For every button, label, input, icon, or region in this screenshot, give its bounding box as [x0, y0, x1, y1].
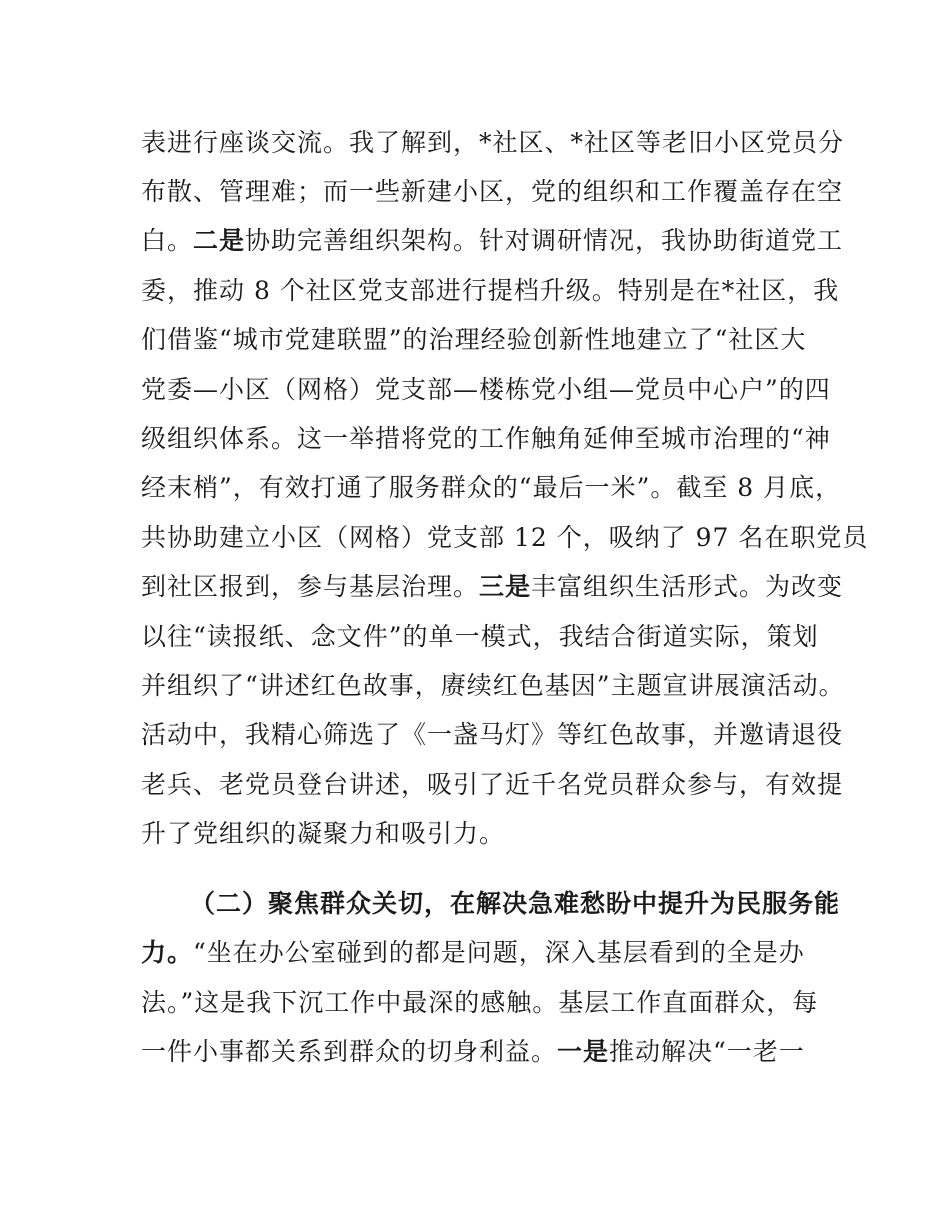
section-heading: （二）聚焦群众关切，在解决急难愁盼中提升为民服务能: [190, 889, 841, 918]
text-run: “坐在办公室碰到的都是问题，深入基层看到的全是办: [193, 938, 805, 967]
text-run: 推动解决“一老一: [609, 1037, 805, 1066]
text-run: 级组织体系。这一举措将党的工作触角延伸至城市治理的“神: [141, 424, 831, 453]
paragraph-line: [141, 933, 805, 973]
paragraph-line: [141, 1032, 805, 1072]
text-run: 布散、管理难；而一些新建小区，党的组织和工作覆盖存在空: [141, 177, 844, 206]
paragraph-line: [141, 320, 806, 360]
paragraph-line: [141, 715, 843, 755]
paragraph-line: [141, 370, 831, 410]
text-run: 到社区报到，参与基层治理。: [141, 572, 480, 601]
paragraph-line: [141, 983, 818, 1023]
bold-heading-run: 一是: [557, 1037, 610, 1066]
text-run: 法。”这是我下沉工作中最深的感触。基层工作直面群众，每: [141, 988, 819, 1017]
text-run: 经末梢”，有效打通了服务群众的“最后一米”。截至 8 月底，: [141, 473, 842, 502]
text-run: 一件小事都关系到群众的切身利益。: [141, 1037, 558, 1066]
text-run: 老兵、老党员登台讲述，吸引了近千名党员群众参与，有效提: [141, 770, 844, 799]
text-run: 们借鉴“城市党建联盟”的治理经验创新性地建立了“社区大: [141, 325, 807, 354]
text-run: 协助完善组织架构。针对调研情况，我协助街道党工: [245, 226, 844, 255]
text-run: 并组织了“讲述红色故事，赓续红色基因”主题宣讲展演活动。: [141, 671, 845, 700]
text-run: 委，推动 8 个社区党支部进行提档升级。特别是在*社区，我: [141, 276, 840, 305]
section-heading-line: [190, 884, 840, 924]
paragraph-line: [141, 765, 843, 805]
text-run: 白。: [141, 226, 194, 255]
paragraph-line: [141, 172, 843, 212]
text-run: 升了党组织的凝聚力和吸引力。: [141, 819, 506, 848]
text-run: 共协助建立小区（网格）党支部 12 个，吸纳了 97 名在职党员: [141, 523, 869, 552]
paragraph-line: [141, 567, 843, 607]
paragraph-line: [141, 221, 843, 261]
text-run: 党委—小区（网格）党支部—楼栋党小组—党员中心户”的四: [141, 375, 831, 404]
paragraph-line: [141, 123, 844, 163]
paragraph-line: [141, 617, 819, 657]
section-heading-tail: 力。: [141, 938, 194, 967]
paragraph-line: [141, 518, 868, 558]
paragraph-line: [141, 468, 841, 508]
text-run: 表进行座谈交流。我了解到，*社区、*社区等老旧小区党员分: [141, 128, 845, 157]
paragraph-line: [141, 666, 845, 706]
bold-heading-run: 二是: [193, 226, 246, 255]
paragraph-line: [141, 419, 831, 459]
text-run: 活动中，我精心筛选了《一盏马灯》等红色故事，并邀请退役: [141, 720, 844, 749]
paragraph-line: [141, 271, 839, 311]
text-run: 丰富组织生活形式。为改变: [531, 572, 844, 601]
text-run: 以往“读报纸、念文件”的单一模式，我结合街道实际，策划: [141, 622, 819, 651]
bold-heading-run: 三是: [479, 572, 532, 601]
paragraph-line: [141, 814, 505, 854]
